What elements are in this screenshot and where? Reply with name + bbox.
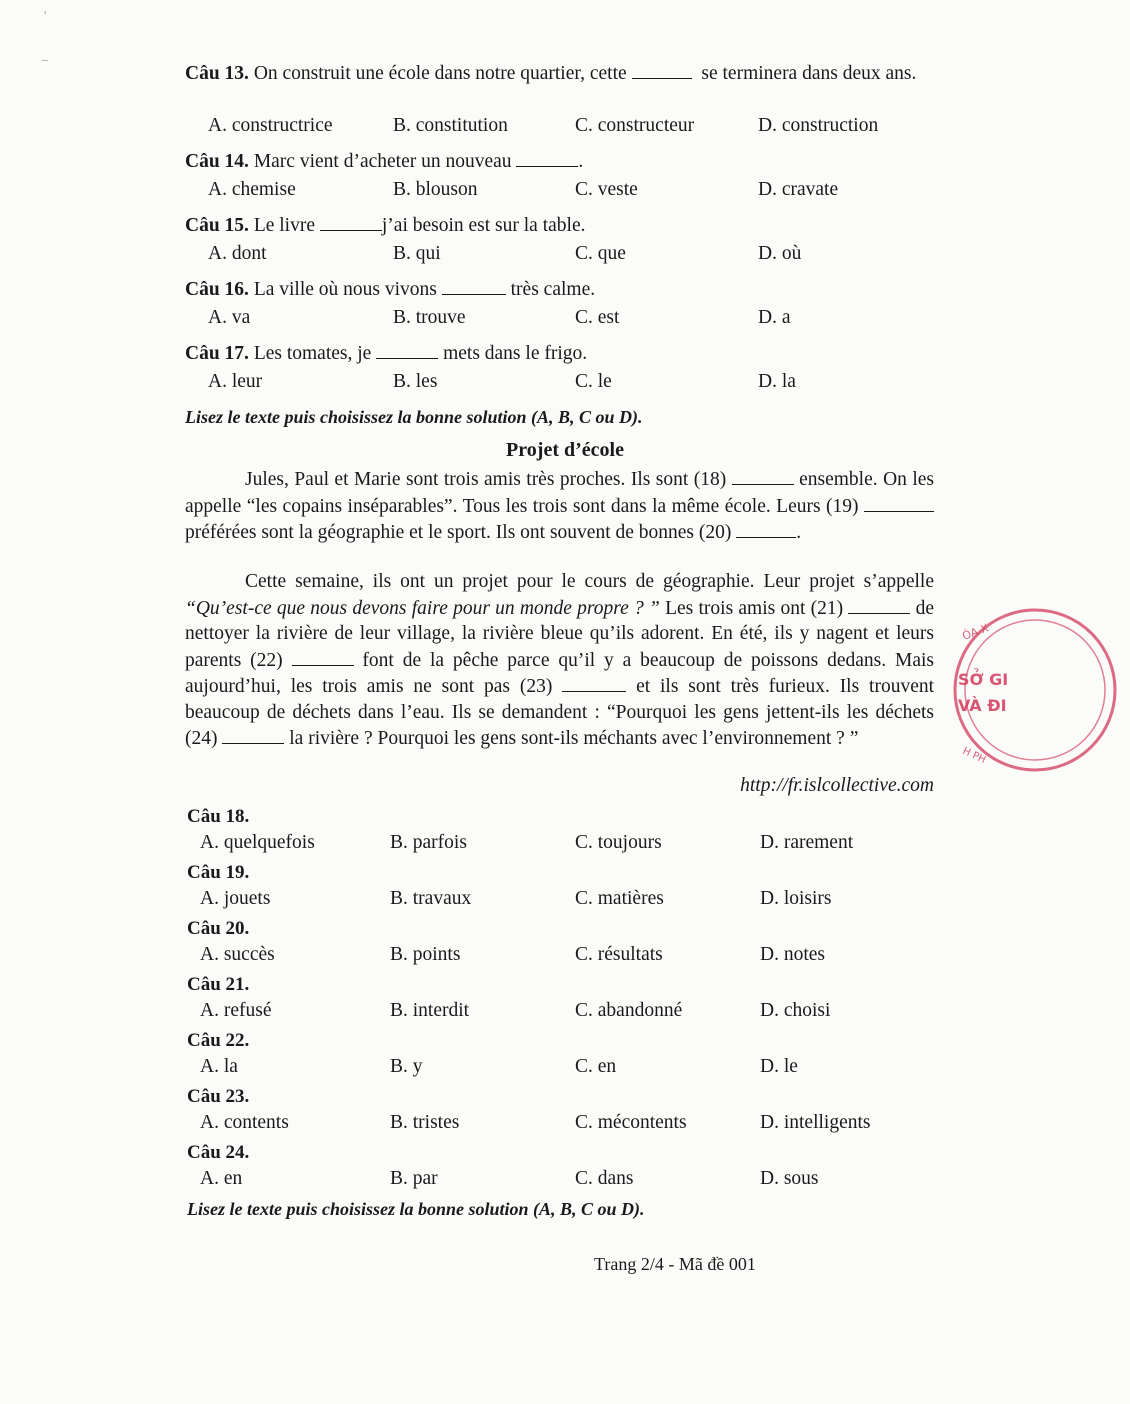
option-b: B. parfois <box>390 832 467 853</box>
question-14-stem: Câu 14. Marc vient d’acheter un nouveau . <box>185 148 925 175</box>
option-a: A. dont <box>208 243 267 264</box>
instruction-reading-2: Lisez le texte puis choisissez la bonne solution (A, B, C ou D). <box>187 1199 645 1219</box>
answer-blank <box>632 60 692 79</box>
blank-18 <box>732 466 794 485</box>
question-15-stem: Câu 15. Le livre j’ai besoin est sur la table. <box>185 212 925 239</box>
blank-22 <box>292 647 354 666</box>
option-b: B. qui <box>393 243 441 264</box>
option-a: A. leur <box>208 371 263 392</box>
blank-19 <box>864 493 934 512</box>
question-15-options <box>208 241 928 267</box>
option-c: C. que <box>575 243 626 264</box>
option-c: C. mécontents <box>575 1112 687 1133</box>
question-20-options <box>200 942 920 968</box>
option-b: B. tristes <box>390 1112 460 1133</box>
question-18-label: Câu 18. <box>187 806 250 827</box>
instruction-reading-1: Lisez le texte puis choisissez la bonne solution (A, B, C ou D). <box>185 407 643 427</box>
question-24-options <box>200 1166 920 1192</box>
question-22-options <box>200 1054 920 1080</box>
question-19-label: Câu 19. <box>187 862 250 883</box>
option-a: A. la <box>200 1056 238 1077</box>
option-a: A. en <box>200 1168 243 1189</box>
question-21-label: Câu 21. <box>187 974 250 995</box>
blank-23 <box>562 673 626 692</box>
option-d: D. sous <box>760 1168 819 1189</box>
option-d: D. construction <box>758 115 879 136</box>
blank-21 <box>848 595 910 614</box>
option-b: B. interdit <box>390 1000 470 1021</box>
option-c: C. résultats <box>575 944 663 965</box>
question-21-options <box>200 998 920 1024</box>
option-c: C. veste <box>575 179 638 200</box>
option-a: A. refusé <box>200 1000 272 1021</box>
option-c: C. en <box>575 1056 617 1077</box>
option-b: B. points <box>390 944 461 965</box>
answer-blank <box>442 276 506 295</box>
option-b: B. y <box>390 1056 423 1077</box>
option-c: C. matières <box>575 888 664 909</box>
option-a: A. chemise <box>208 179 296 200</box>
option-a: A. jouets <box>200 888 271 909</box>
option-c: C. le <box>575 371 612 392</box>
passage-paragraph-1: Jules, Paul et Marie sont trois amis très proches. Ils sont (18) ensemble. On les appelle “les copains inséparables”. Tous les trois sont dans la même école. Leurs (19) préférées sont la géographie et le sport. Ils ont souvent de bonnes (20) . <box>185 466 934 546</box>
option-b: B. trouve <box>393 307 466 328</box>
answer-blank <box>376 340 438 359</box>
scan-mark: – <box>42 52 48 66</box>
option-c: C. constructeur <box>575 115 695 136</box>
svg-text:H PH: H PH <box>960 745 988 766</box>
question-24-label: Câu 24. <box>187 1142 250 1163</box>
question-22-label: Câu 22. <box>187 1030 250 1051</box>
scan-mark: ′ <box>44 8 47 22</box>
option-c: C. dans <box>575 1168 634 1189</box>
question-17-stem: Câu 17. Les tomates, je mets dans le frigo. <box>185 340 925 367</box>
answer-blank <box>516 148 578 167</box>
stamp-text-line-2: VÀ ĐI <box>958 696 1007 715</box>
question-20-label: Câu 20. <box>187 918 250 939</box>
option-d: D. notes <box>760 944 825 965</box>
answer-blank <box>320 212 382 231</box>
option-b: B. travaux <box>390 888 472 909</box>
option-d: D. cravate <box>758 179 839 200</box>
option-d: D. rarement <box>760 832 854 853</box>
question-18-options <box>200 830 920 856</box>
question-23-options <box>200 1110 920 1136</box>
option-c: C. abandonné <box>575 1000 683 1021</box>
option-a: A. contents <box>200 1112 289 1133</box>
svg-text:ÓA X: ÓA X <box>960 621 991 643</box>
question-16-stem: Câu 16. La ville où nous vivons très calme. <box>185 276 925 303</box>
question-13-stem: Câu 13. On construit une école dans notre quartier, cette se terminera dans deux ans. <box>185 60 925 87</box>
option-a: A. succès <box>200 944 275 965</box>
option-d: D. intelligents <box>760 1112 871 1133</box>
passage-paragraph-2: Cette semaine, ils ont un projet pour le cours de géographie. Leur projet s’appelle “Qu’est-ce que nous devons faire pour un monde propre ? ” Les trois amis ont (21) de nettoyer la rivière de leur village, la rivière bleue qu’ils adorent. En été, ils y nagent et leurs parents (22) font de la pêche parce qu’il y a beaucoup de poissons dedans. Mais aujourd’hui, les trois amis ne sont pas (23) et ils sont très furieux. Ils trouvent beaucoup de déchets dans l’eau. Ils se demandent : “Pourquoi les gens jettent-ils les déchets (24) la rivière ? Pourquoi les gens sont-ils méchants avec l’environnement ? ” <box>185 571 935 749</box>
stamp-text-line-1: SỞ GI <box>958 670 1009 689</box>
option-a: A. constructrice <box>208 115 333 136</box>
passage-title: Projet d’école <box>506 439 624 461</box>
option-c: C. est <box>575 307 620 328</box>
blank-20 <box>736 519 796 538</box>
question-13-options <box>208 113 928 139</box>
question-14-options <box>208 177 928 203</box>
page-footer: Trang 2/4 - Mã đề 001 <box>594 1254 756 1274</box>
question-19-options <box>200 886 920 912</box>
question-23-label: Câu 23. <box>187 1086 250 1107</box>
option-b: B. par <box>390 1168 438 1189</box>
option-c: C. toujours <box>575 832 662 853</box>
source-link: http://fr.islcollective.com <box>740 775 934 796</box>
option-d: D. choisi <box>760 1000 831 1021</box>
option-d: D. la <box>758 371 796 392</box>
option-a: A. quelquefois <box>200 832 315 853</box>
option-b: B. les <box>393 371 438 392</box>
blank-24 <box>222 725 284 744</box>
option-d: D. où <box>758 243 802 264</box>
option-d: D. loisirs <box>760 888 832 909</box>
question-16-options <box>208 305 928 331</box>
option-d: D. a <box>758 307 791 328</box>
option-b: B. blouson <box>393 179 478 200</box>
option-b: B. constitution <box>393 115 508 136</box>
question-17-options <box>208 369 928 395</box>
official-stamp <box>950 605 1010 780</box>
option-a: A. va <box>208 307 251 328</box>
option-d: D. le <box>760 1056 798 1077</box>
